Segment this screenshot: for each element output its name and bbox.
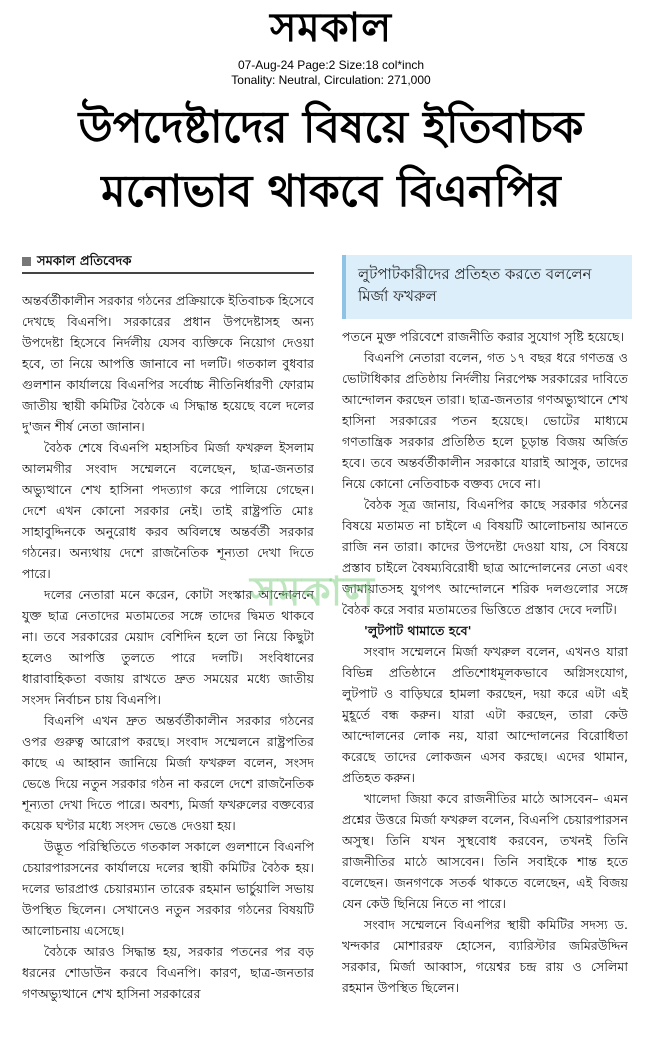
paragraph: খালেদা জিয়া কবে রাজনীতির মাঠে আসবেন– এমন প্রশ্নের উত্তরে মির্জা ফখরুল বলেন, বিএনপি চেয়ারপারসন অসুস্থ। তিনি যখন সুস্থবোধ করবেন, তখনই তিনি রাজনীতির মাঠে আসবেন। তিনি সবাইকে শান্ত হতে বলেছেন। জনগণকে সতর্ক থাকতে বলেছেন, এই বিজয় যেন কেউ ছিনিয়ে নিতে না পারে। <box>342 791 628 911</box>
paragraph: বিএনপি নেতারা বলেন, গত ১৭ বছর ধরে গণতন্ত্র ও ভোটাধিকার প্রতিষ্ঠায় নির্দলীয় নিরপেক্ষ সরকারের দাবিতে আন্দোলন করছেন তারা। ছাত্র-জনতার গণঅভ্যুত্থানে শেখ হাসিনা সরকারের পতন হয়েছে। ভোটের মাধ্যমে গণতান্ত্রিক সরকার প্রতিষ্ঠিত হলে চূড়ান্ত বিজয় অর্জিত হবে। তবে অন্তর্বর্তীকালীন সরকারে যারাই আসুক, তাদের নিয়ে কোনো নেতিবাচক বক্তব্য দেবে না। <box>342 350 628 491</box>
paragraph: বৈঠক সূত্র জানায়, বিএনপির কাছে সরকার গঠনের বিষয়ে মতামত না চাইলে এ বিষয়টি আলোচনায় আনতে রাজি নন তারা। কাদের উপদেষ্টা দেওয়া যায়, সে বিষয়ে প্রস্তাব চাইলে বৈষম্যবিরোধী ছাত্র আন্দোলনের নেতা এবং জামায়াতসহ যুগপৎ আন্দোলনে শরিক দলগুলোর সঙ্গে বৈঠক করে সবার মতামতের ভিত্তিতে প্রস্তাব দেবে দলটি। <box>342 497 628 617</box>
right-column <box>342 326 628 1052</box>
clipping-meta-line2: Tonality: Neutral, Circulation: 271,000 <box>231 73 431 87</box>
left-column <box>22 290 314 1050</box>
paragraph: উদ্ভূত পরিস্থিতিতে গতকাল সকালে গুলশানে বিএনপি চেয়ারপারসনের কার্যালয়ে দলের স্থায়ী কমিটির বৈঠক হয়। দলের ভারপ্রাপ্ত চেয়ারম্যান তারেক রহমান ভার্চুয়ালি সভায় উপস্থিত ছিলেন। সেখানেও নতুন সরকার গঠনের বিষয়টি আলোচনায় এসেছে। <box>22 839 314 938</box>
headline: উপদেষ্টাদের বিষয়ে ইতিবাচক মনোভাব থাকবে বিএনপির <box>78 102 584 217</box>
square-bullet-icon <box>22 257 31 266</box>
paragraph: দলের নেতারা মনে করেন, কোটা সংস্কার আন্দোলনে যুক্ত ছাত্র নেতাদের মতামতের সঙ্গে তাদের দ্বিমত থাকবে না। তবে সরকারের মেয়াদ বেশিদিন হলে তা নিয়ে কিছুটা হলেও আপত্তি তুলতে পারে দলটি। সংবিধানের ধারাবাহিকতা বজায় রাখতে দ্রুত সময়ের মধ্যে জাতীয় সংসদ নির্বাচন চায় বিএনপি। <box>22 587 314 707</box>
paragraph: অন্তর্বর্তীকালীন সরকার গঠনের প্রক্রিয়াকে ইতিবাচক হিসেবে দেখছে বিএনপি। সরকারের প্রধান উপদেষ্টাসহ অন্য উপদেষ্টা হিসেবে নির্দলীয় যেসব ব্যক্তিকে নিয়োগ দেওয়া হবে, তা নিয়ে আপত্তি জানাবে না দলটি। গতকাল বুধবার গুলশান কার্যালয়ে বিএনপির সর্বোচ্চ নীতিনির্ধারণী ফোরাম জাতীয় স্থায়ী কমিটির বৈঠকে এ সিদ্ধান্ত হয়েছে বলে দলের দু'জন শীর্ষ নেতা জানান। <box>22 293 314 434</box>
newspaper-logo: সমকাল <box>269 4 393 51</box>
pull-quote-text: লুটপাটকারীদের প্রতিহত করতে বললেন মির্জা ফখরুল <box>358 265 592 305</box>
masthead <box>0 0 662 56</box>
subheading: 'লুটপাট থামাতে হবে' <box>364 623 472 638</box>
byline-text: সমকাল প্রতিবেদক <box>37 254 132 269</box>
byline <box>22 252 314 274</box>
paragraph: সংবাদ সম্মেলনে বিএনপির স্থায়ী কমিটির সদস্য ড. খন্দকার মোশাররফ হোসেন, ব্যারিস্টার জমিরউদ্দিন সরকার, মির্জা আব্বাস, গয়েশ্বর চন্দ্র রায় ও সেলিমা রহমান উপস্থিত ছিলেন। <box>342 917 628 995</box>
pull-quote <box>342 255 632 319</box>
paragraph: বিএনপি এখন দ্রুত অন্তর্বর্তীকালীন সরকার গঠনের ওপর গুরুত্ব আরোপ করছে। সংবাদ সম্মেলনে রাষ্ট্রপতির কাছে এ আহ্বান জানিয়ে মির্জা ফখরুল বলেন, সংসদ ভেঙে দিয়ে নতুন সরকার গঠন না করলে দেশে রাজনৈতিক শূন্যতা দেখা দিতে পারে। অবশ্য, মির্জা ফখরুলের বক্তব্যের কয়েক ঘণ্টার মধ্যে সংসদ ভেঙে দেওয়া হয়। <box>22 713 314 833</box>
paragraph: পতনে মুক্ত পরিবেশে রাজনীতি করার সুযোগ সৃষ্টি হয়েছে। <box>342 329 625 344</box>
paragraph: বৈঠকে আরও সিদ্ধান্ত হয়, সরকার পতনের পর বড় ধরনের শোডাউন করবে বিএনপি। কারণ, ছাত্র-জনতার গণঅভ্যুত্থানে শেখ হাসিনা সরকারের <box>22 944 314 1001</box>
clipping-meta-line1: 07-Aug-24 Page:2 Size:18 col*inch <box>237 58 425 72</box>
paragraph: সংবাদ সম্মেলনে মির্জা ফখরুল বলেন, এখনও যারা বিভিন্ন প্রতিষ্ঠানে প্রতিশোধমূলকভাবে অগ্নিসংযোগ, লুটপাট ও বাড়িঘরে হামলা করছেন, দয়া করে এটা এই মুহূর্তে বন্ধ করুন। যারা এটা করছেন, তারা কেউ আন্দোলনের লোক নয়, যারা আন্দোলনের বিরোধিতা করেছে তাদের লোকজন এসব করছে। এদের থামান, প্রতিহত করুন। <box>342 644 628 785</box>
watermark-logo: সমকাল <box>250 568 377 615</box>
paragraph: বৈঠক শেষে বিএনপি মহাসচিব মির্জা ফখরুল ইসলাম আলমগীর সংবাদ সম্মেলনে বলেছেন, ছাত্র-জনতার অভ্যুত্থানে শেখ হাসিনা পদত্যাগ করে পালিয়ে গেছেন। দেশে এখন কোনো সরকার নেই। তাই রাষ্ট্রপতি মোঃ সাহাবুদ্দিনকে অনুরোধ করব অবিলম্বে অন্তর্বর্তী সরকার গঠনের। অন্যথায় দেশে রাজনৈতিক শূন্যতা দেখা দিতে পারে। <box>22 440 314 581</box>
